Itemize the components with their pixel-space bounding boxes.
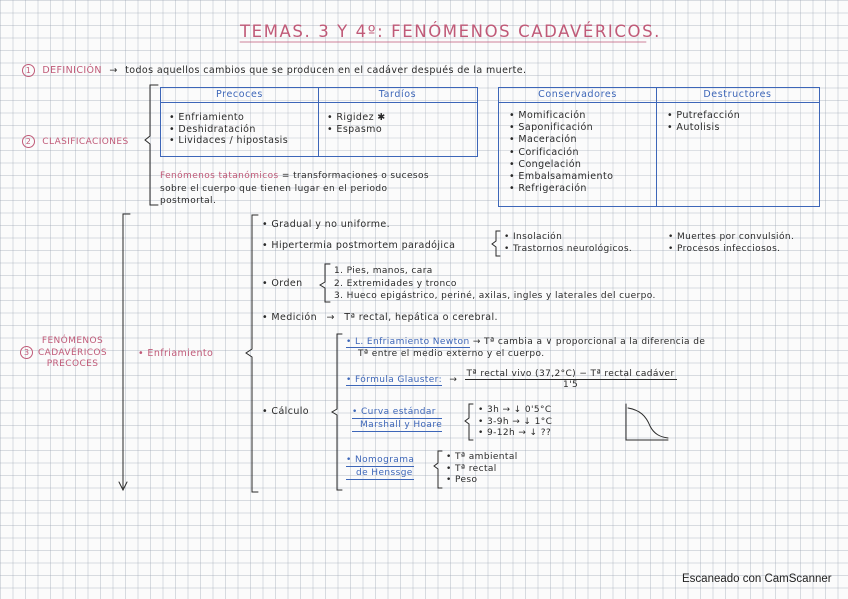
scanner-watermark: Escaneado con CamScanner — [682, 573, 832, 585]
list-item: • Refrigeración — [509, 183, 587, 195]
column-header: Precoces — [161, 88, 318, 103]
gradual-line: • Gradual y no uniforme. — [262, 219, 391, 230]
definition-label: DEFINICIÓN — [42, 65, 102, 76]
arrow-icon: → — [326, 312, 335, 323]
list-item: • Espasmo — [327, 123, 383, 135]
note-line: = transformaciones o sucesos — [281, 171, 429, 181]
list-item: • Embalsamamiento — [509, 171, 614, 183]
note-line: sobre el cuerpo que tienen lugar en el periodo — [160, 183, 388, 194]
section-number: 1 — [22, 64, 35, 77]
column-header: Tardíos — [318, 88, 477, 103]
precoces-section-label: FENÓMENOS CADAVÉRICOS PRECOCES — [38, 336, 108, 369]
section-number: 3 — [20, 346, 33, 359]
list-item: • Rigidez ✱ — [327, 112, 386, 123]
calculo-label: • Cálculo — [262, 406, 310, 417]
list-item: 2. Extremidades y tronco — [334, 278, 457, 289]
enfriamiento-topic: • Enfriamiento — [138, 348, 214, 359]
note-term: Fenómenos tatanómicos — [160, 171, 279, 181]
arrow-icon: → — [449, 374, 458, 385]
list-item: • Corificación — [509, 146, 579, 158]
list-item: • Congelación — [509, 158, 582, 170]
note-line: postmortal. — [160, 196, 217, 206]
nomograma-label: • Nomograma de Henssge — [346, 455, 415, 478]
list-item: • 3h → ↓ 0'5°C — [478, 405, 552, 415]
classification-label: CLASIFICACIONES — [42, 137, 129, 147]
list-item: • Autolisis — [667, 122, 720, 134]
list-item: • Deshidratación — [169, 123, 256, 135]
section-number: 2 — [22, 135, 35, 148]
arrow-icon: → — [472, 337, 481, 347]
hipertermia-line: • Hipertermia postmortem paradójica — [262, 240, 456, 251]
list-item: • Momificación — [509, 110, 586, 121]
list-item: 1. Pies, manos, cara — [334, 266, 433, 276]
hipertermia-causes-b: • Muertes por convulsión. • Procesos infecciosos. — [668, 232, 795, 254]
orden-label: • Orden — [262, 278, 303, 289]
list-item: • 3-9h → ↓ 1°C — [478, 416, 553, 427]
list-item: • Tª rectal — [446, 463, 497, 474]
list-item: 3. Hueco epigástrico, periné, axilas, ingles y laterales del cuerpo. — [334, 291, 656, 301]
arrow-icon: → — [109, 65, 118, 76]
curva-label: • Curva estándar Marshall y Hoare — [352, 407, 443, 430]
formula-fraction: $\frac{\text{Tª rectal vivo (37,2°C) − Tª rectal cadáver}}{1'5}$ — [466, 369, 675, 390]
list-item: • Lividaces / hipostasis — [169, 135, 289, 146]
medicion-row: • Medición → Tª rectal, hepática o cerebral. — [262, 312, 498, 323]
list-item: • 9-12h → ↓ ?? — [478, 428, 552, 438]
list-item: • Peso — [446, 475, 478, 485]
glauster-formula: • Fórmula Glauster: → $\frac{\text{Tª rectal vivo (37,2°C) − Tª rectal cadáver}}{1'5}$ — [346, 369, 675, 390]
newton-law: • L. Enfriamiento Newton → Tª cambia a ∨ proporcional a la diferencia de Tª entre el medio externo y el cuerpo. — [346, 337, 706, 359]
column-header: Destructores — [656, 88, 819, 103]
definition-text: todos aquellos cambios que se producen en el cadáver después de la muerte. — [125, 65, 527, 76]
list-item: • Putrefacción — [667, 110, 741, 121]
hipertermia-causes-a: • Insolación • Trastornos neurológicos. — [504, 232, 633, 254]
list-item: • Tª ambiental — [446, 452, 518, 462]
list-item: • Maceración — [509, 134, 577, 146]
list-item: • Enfriamiento — [169, 112, 245, 123]
column-header: Conservadores — [499, 88, 656, 103]
page-title: TEMAS. 3 Y 4º: FENÓMENOS CADAVÉRICOS. — [240, 22, 662, 41]
list-item: • Saponificación — [509, 122, 594, 134]
